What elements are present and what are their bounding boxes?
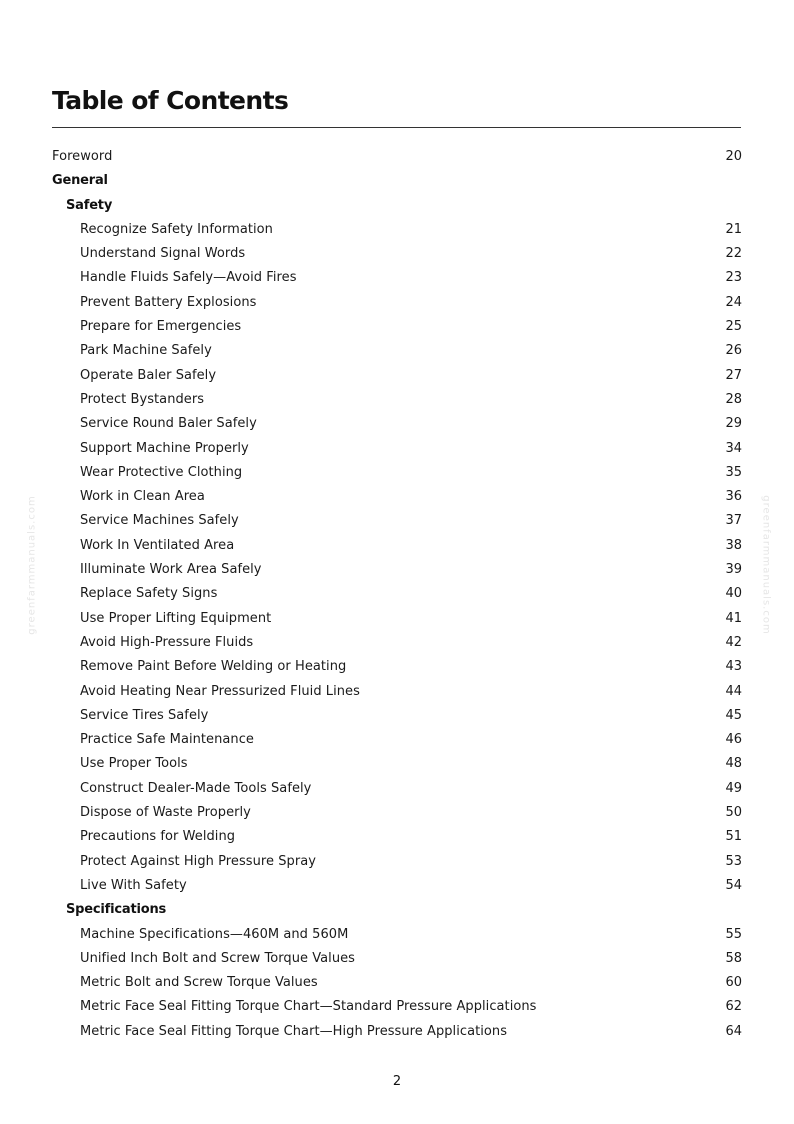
- toc-page-number: 36: [725, 489, 742, 505]
- toc-entry-label: Use Proper Tools: [80, 756, 188, 772]
- toc-entry[interactable]: [52, 509, 742, 533]
- toc-entry[interactable]: [52, 728, 742, 752]
- toc-entry-label: Machine Specifications—460M and 560M: [80, 926, 349, 942]
- toc-entry-label: Recognize Safety Information: [80, 221, 273, 237]
- toc-page-number: 21: [725, 221, 742, 237]
- toc-entry-label: Prepare for Emergencies: [80, 319, 242, 335]
- watermark-left: greenfarmmanuals.com: [26, 495, 38, 635]
- toc-entry-label: Replace Safety Signs: [80, 586, 218, 602]
- toc-page-number: 26: [725, 343, 742, 359]
- toc-entry-label: Work in Clean Area: [80, 489, 205, 505]
- toc-page-number: 51: [725, 829, 742, 845]
- toc-section-heading: [52, 898, 742, 922]
- toc-entry[interactable]: [52, 461, 742, 485]
- toc-page-number: 62: [725, 999, 742, 1015]
- toc-entry[interactable]: [52, 704, 742, 728]
- toc-entry-label: Park Machine Safely: [80, 343, 212, 359]
- toc-entry[interactable]: [52, 850, 742, 874]
- toc-section-heading: [52, 194, 742, 218]
- toc-page-number: 49: [725, 780, 742, 796]
- toc-entry-label: Avoid Heating Near Pressurized Fluid Lines: [80, 683, 360, 699]
- toc-page-number: 23: [725, 270, 742, 286]
- toc-entry[interactable]: [52, 364, 742, 388]
- toc-page-number: 37: [725, 513, 742, 529]
- toc-entry-label: Foreword: [52, 149, 113, 164]
- toc-entry[interactable]: [52, 534, 742, 558]
- toc-entry[interactable]: [52, 145, 742, 169]
- toc-entry[interactable]: [52, 412, 742, 436]
- toc-entry[interactable]: [52, 218, 742, 242]
- page-title: Table of Contents: [52, 86, 289, 115]
- toc-entry-label: Metric Face Seal Fitting Torque Chart—Standard Pressure Applications: [80, 999, 537, 1015]
- toc-entry[interactable]: [52, 315, 742, 339]
- toc-entry-label: Service Round Baler Safely: [80, 416, 257, 432]
- watermark-right: greenfarmmanuals.com: [760, 495, 772, 635]
- toc-page-number: 40: [725, 586, 742, 602]
- toc-page-number: 44: [725, 683, 742, 699]
- toc-page-number: 29: [725, 416, 742, 432]
- toc-entry[interactable]: [52, 680, 742, 704]
- toc-entry[interactable]: [52, 825, 742, 849]
- toc-entry-label: Metric Face Seal Fitting Torque Chart—High Pressure Applications: [80, 1023, 508, 1039]
- toc-page-number: 53: [725, 853, 742, 869]
- toc-entry[interactable]: [52, 485, 742, 509]
- toc-entry-label: Understand Signal Words: [80, 246, 246, 262]
- toc-page-number: 42: [725, 634, 742, 650]
- toc-page-number: 28: [725, 391, 742, 407]
- toc-page-number: 38: [725, 537, 742, 553]
- toc-entry-label: Service Machines Safely: [80, 513, 239, 529]
- toc-entry-label: Precautions for Welding: [80, 829, 236, 845]
- toc-page-number: 39: [725, 562, 742, 578]
- toc-page-number: 60: [725, 975, 742, 991]
- toc-entry-label: Prevent Battery Explosions: [80, 294, 257, 310]
- toc-entry[interactable]: [52, 995, 742, 1019]
- toc-entry-label: Practice Safe Maintenance: [80, 732, 254, 748]
- toc-page-number: 55: [725, 926, 742, 942]
- toc-entry[interactable]: [52, 339, 742, 363]
- title-divider: [52, 127, 741, 128]
- table-of-contents: [52, 145, 742, 1044]
- toc-entry-label: Protect Bystanders: [80, 391, 205, 407]
- toc-heading-label: Specifications: [66, 902, 167, 918]
- toc-page-number: 58: [725, 950, 742, 966]
- toc-entry[interactable]: [52, 437, 742, 461]
- toc-entry-label: Remove Paint Before Welding or Heating: [80, 659, 347, 675]
- toc-entry-label: Protect Against High Pressure Spray: [80, 853, 316, 869]
- toc-entry-label: Live With Safety: [80, 877, 187, 893]
- toc-entry-label: Avoid High-Pressure Fluids: [80, 634, 254, 650]
- toc-heading-label: General: [52, 173, 108, 189]
- toc-entry[interactable]: [52, 266, 742, 290]
- toc-page-number: 24: [725, 294, 742, 310]
- toc-entry[interactable]: [52, 777, 742, 801]
- toc-entry[interactable]: [52, 874, 742, 898]
- toc-entry[interactable]: [52, 631, 742, 655]
- toc-entry[interactable]: [52, 242, 742, 266]
- toc-page-number: 25: [725, 319, 742, 335]
- toc-entry[interactable]: [52, 947, 742, 971]
- toc-page-number: 54: [725, 877, 742, 893]
- toc-entry[interactable]: [52, 1020, 742, 1044]
- toc-page-number: 22: [725, 246, 742, 262]
- toc-page-number: 50: [725, 805, 742, 821]
- toc-page-number: 45: [725, 707, 742, 723]
- toc-page-number: 35: [725, 464, 742, 480]
- toc-page-number: 48: [725, 756, 742, 772]
- toc-entry[interactable]: [52, 655, 742, 679]
- toc-page-number: 27: [725, 367, 742, 383]
- toc-entry-label: Work In Ventilated Area: [80, 537, 235, 553]
- toc-page-number: 41: [725, 610, 742, 626]
- toc-entry[interactable]: [52, 801, 742, 825]
- toc-page-number: 43: [725, 659, 742, 675]
- toc-entry-label: Operate Baler Safely: [80, 367, 217, 383]
- toc-page-number: 34: [725, 440, 742, 456]
- toc-entry-label: Handle Fluids Safely—Avoid Fires: [80, 270, 297, 286]
- toc-entry[interactable]: [52, 923, 742, 947]
- toc-entry[interactable]: [52, 752, 742, 776]
- toc-entry-label: Support Machine Properly: [80, 440, 249, 456]
- toc-entry-label: Wear Protective Clothing: [80, 464, 243, 480]
- toc-entry[interactable]: [52, 388, 742, 412]
- toc-entry-label: Metric Bolt and Screw Torque Values: [80, 975, 318, 991]
- toc-entry-label: Dispose of Waste Properly: [80, 805, 251, 821]
- toc-entry-label: Service Tires Safely: [80, 707, 209, 723]
- toc-entry[interactable]: [52, 607, 742, 631]
- toc-heading-label: Safety: [66, 197, 113, 213]
- page-number: 2: [392, 1074, 402, 1089]
- toc-page-number: 20: [725, 149, 742, 164]
- toc-section-heading: [52, 169, 742, 193]
- toc-entry[interactable]: [52, 291, 742, 315]
- toc-entry-label: Construct Dealer-Made Tools Safely: [80, 780, 312, 796]
- toc-entry-label: Illuminate Work Area Safely: [80, 562, 262, 578]
- toc-entry[interactable]: [52, 582, 742, 606]
- toc-page-number: 64: [725, 1023, 742, 1039]
- toc-page-number: 46: [725, 732, 742, 748]
- toc-entry[interactable]: [52, 558, 742, 582]
- toc-entry-label: Unified Inch Bolt and Screw Torque Values: [80, 950, 355, 966]
- toc-entry[interactable]: [52, 971, 742, 995]
- toc-entry-label: Use Proper Lifting Equipment: [80, 610, 272, 626]
